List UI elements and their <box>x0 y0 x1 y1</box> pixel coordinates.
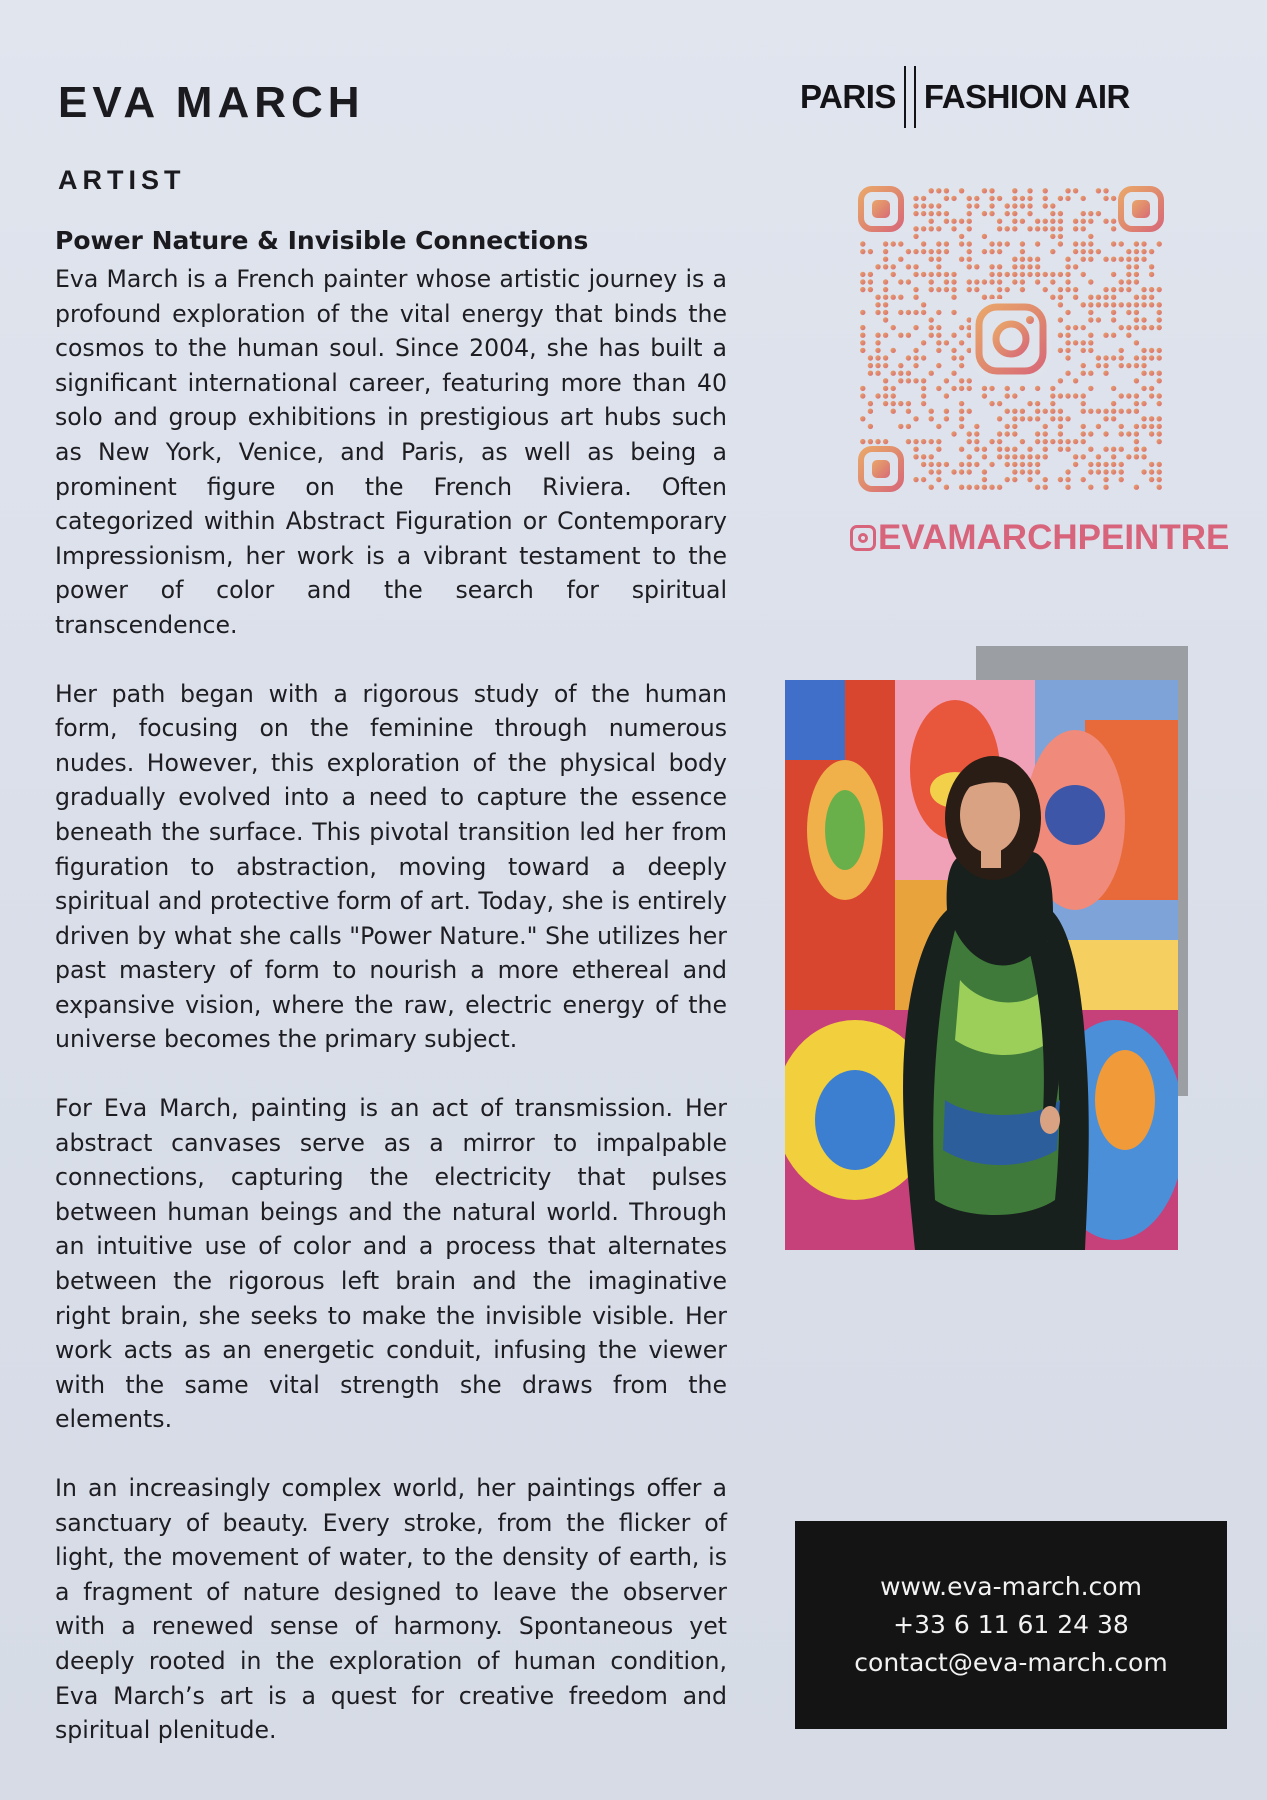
email-link[interactable]: contact@eva-march.com <box>854 1648 1168 1677</box>
artist-role: ARTIST <box>58 165 186 195</box>
contact-box <box>795 1521 1227 1729</box>
article-body <box>55 262 727 1782</box>
paragraph-1: Eva March is a French painter whose artistic journey is a profound exploration of the vital energy that binds the cosmos to the human soul. Since 2004, she has built a significant international career, featuring more than 40 solo and group exhibitions in prestigious art hubs such as New York, Venice, and Paris, as well as being a prominent figure on the French Riviera. Often categorized within Abstract Figuration or Contemporary Impressionism, her work is a vibrant testament to the power of color and the search for spiritual transcendence. <box>55 265 727 639</box>
instagram-handle-text: EVAMARCHPEINTRE <box>878 518 1230 557</box>
brand-right: FASHION AIR <box>923 78 1130 115</box>
brand-separator <box>904 66 916 128</box>
brand-logo <box>800 62 1180 132</box>
brand-left: PARIS <box>800 78 896 115</box>
instagram-handle[interactable] <box>850 518 1230 558</box>
paragraph-4: In an increasingly complex world, her paintings offer a sanctuary of beauty. Every stroke, from the flicker of light, the movement of water, to the density of earth, is a fragment of nature designed to leave the observer with a renewed sense of harmony. Spontaneous yet deeply rooted in the exploration of human condition, Eva March’s art is a quest for creative freedom and spiritual plenitude. <box>55 1474 727 1745</box>
phone-number[interactable]: +33 6 11 61 24 38 <box>893 1610 1129 1639</box>
instagram-qr-code[interactable] <box>858 186 1164 492</box>
article-title: Power Nature & Invisible Connections <box>55 226 589 255</box>
website-link[interactable]: www.eva-march.com <box>880 1572 1142 1601</box>
instagram-icon <box>850 525 876 551</box>
paragraph-3: For Eva March, painting is an act of transmission. Her abstract canvases serve as a mirror to impalpable connections, capturing the electricity that pulses between human beings and the natural world. Through an intuitive use of color and a process that alternates between the rigorous left brain and the imaginative right brain, she seeks to make the invisible visible. Her work acts as an energetic conduit, infusing the viewer with the same vital strength she draws from the elements. <box>55 1094 727 1434</box>
paragraph-2: Her path began with a rigorous study of the human form, focusing on the feminine through numerous nudes. However, this exploration of the physical body gradually evolved into a need to capture the essence beneath the surface. This pivotal transition led her from figuration to abstraction, moving toward a deeply spiritual and protective form of art. Today, she is entirely driven by what she calls "Power Nature." She utilizes her past mastery of form to nourish a more ethereal and expansive vision, where the raw, electric energy of the universe becomes the primary subject. <box>55 679 727 1054</box>
artist-name: EVA MARCH <box>58 78 365 127</box>
artist-photo <box>785 680 1178 1250</box>
